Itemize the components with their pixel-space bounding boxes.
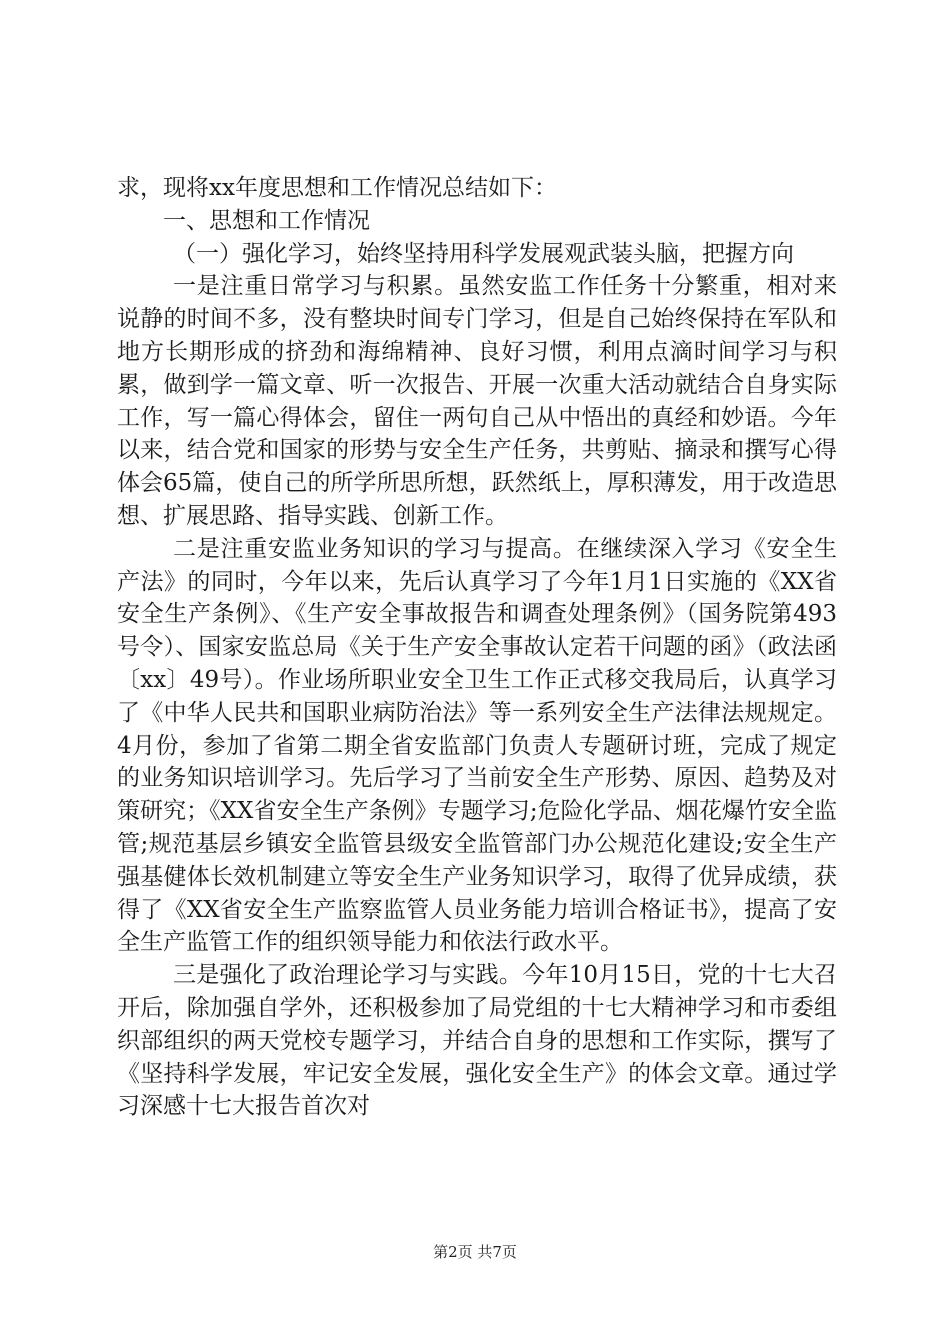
- page-number-footer: 第2页 共7页: [433, 1243, 517, 1261]
- paragraph-item-1: 一是注重日常学习与积累。虽然安监工作任务十分繁重，相对来说静的时间不多，没有整块时间专门学习，但是自己始终保持在军队和地方长期形成的挤劲和海绵精神、良好习惯，利用点滴时间学习与积累，做到学一篇文章、听一次报告、开展一次重大活动就结合自身实际工作，写一篇心得体会，留住一两句自己从中悟出的真经和妙语。今年以来，结合党和国家的形势与安全生产任务，共剪贴、摘录和撰写心得体会65篇，使自己的所学所思所想，跃然纸上，厚积薄发，用于改造思想、扩展思路、指导实践、创新工作。: [117, 273, 837, 529]
- document-body: [117, 172, 837, 1123]
- section-heading: 一、思想和工作情况: [163, 207, 370, 234]
- subsection-heading: （一）强化学习，始终坚持用科学发展观武装头脑，把握方向: [173, 240, 794, 267]
- paragraph-item-2: 二是注重安监业务知识的学习与提高。在继续深入学习《安全生产法》的同时，今年以来，先后认真学习了今年1月1日实施的《XX省安全生产条例》、《生产安全事故报告和调查处理条例》（国务院第493号令）、国家安监总局《关于生产安全事故认定若干问题的函》（政法函〔xx〕49号）。作业场所职业安全卫生工作正式移交我局后，认真学习了《中华人民共和国职业病防治法》等一系列安全生产法律法规规定。4月份，参加了省第二期全省安监部门负责人专题研讨班，完成了规定的业务知识培训学习。先后学习了当前安全生产形势、原因、趋势及对策研究；《XX省安全生产条例》专题学习;危险化学品、烟花爆竹安全监管;规范基层乡镇安全监管县级安全监管部门办公规范化建设;安全生产强基健体长效机制建立等安全生产业务知识学习，取得了优异成绩，获得了《XX省安全生产监察监管人员业务能力培训合格证书》，提高了安全生产监管工作的组织领导能力和依法行政水平。: [117, 535, 837, 956]
- paragraph-continuation: 求，现将xx年度思想和工作情况总结如下：: [117, 175, 557, 201]
- paragraph-item-3: 三是强化了政治理论学习与实践。今年10月15日，党的十七大召开后，除加强自学外，还积极参加了局党组的十七大精神学习和市委组织部组织的两天党校专题学习，并结合自身的思想和工作实际，撰写了《坚持科学发展，牢记安全发展，强化安全生产》的体会文章。通过学习深感十七大报告首次对: [117, 962, 837, 1120]
